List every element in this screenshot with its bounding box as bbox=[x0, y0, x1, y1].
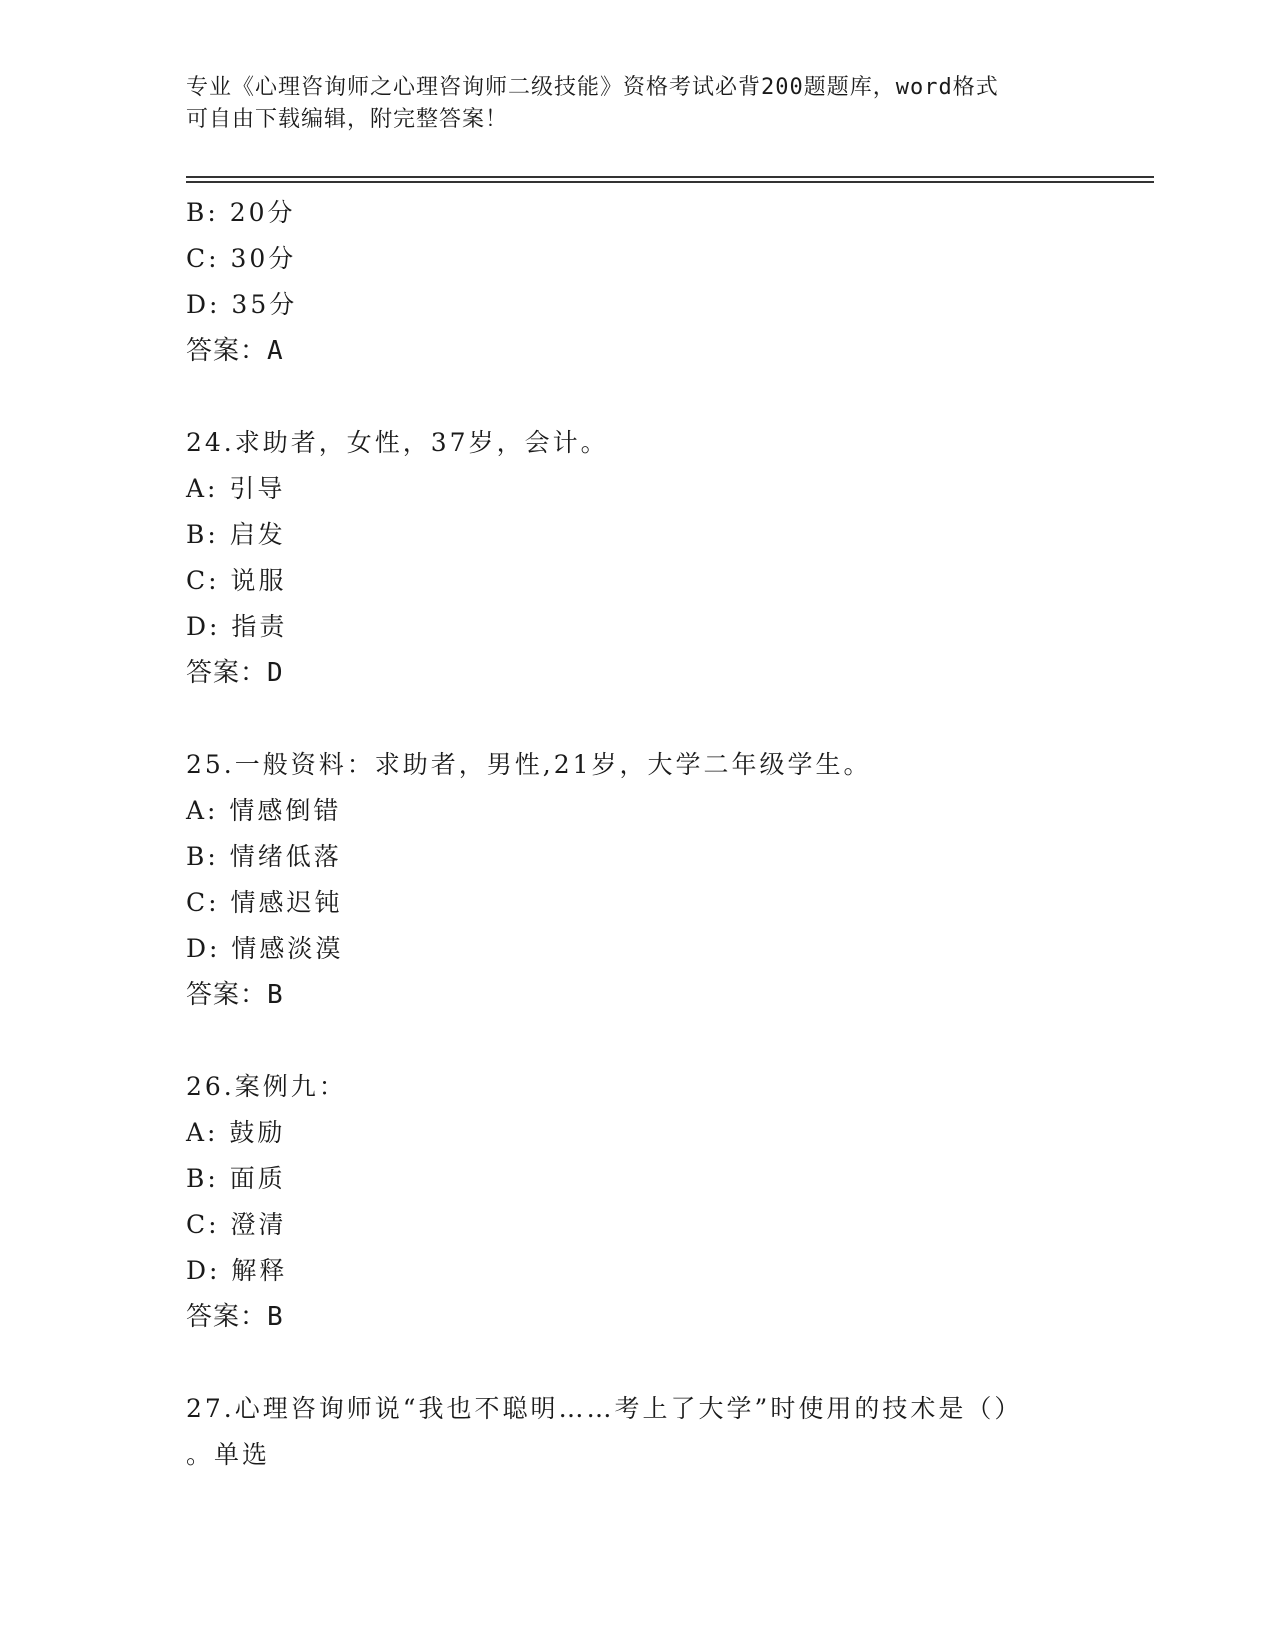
option-b: B: 情绪低落 bbox=[186, 842, 342, 871]
question-text: 26.案例九： bbox=[186, 1072, 347, 1101]
header-divider-top bbox=[186, 176, 1154, 178]
option-b: B: 启发 bbox=[186, 520, 286, 549]
option-d: D: 情感淡漠 bbox=[186, 934, 344, 963]
answer-line: 答案：B bbox=[186, 1302, 284, 1332]
question-25-block bbox=[186, 742, 1086, 1018]
option-c: C: 情感迟钝 bbox=[186, 888, 343, 917]
answer-line: 答案：D bbox=[186, 658, 284, 688]
option-a: A: 引导 bbox=[186, 474, 286, 503]
option-d: D: 指责 bbox=[186, 612, 288, 641]
question-26-block bbox=[186, 1064, 1086, 1340]
question-24-block bbox=[186, 420, 1086, 696]
question-text-line-1: 27.心理咨询师说“我也不聪明……考上了大学”时使用的技术是（） bbox=[186, 1394, 1023, 1423]
option-c: C: 说服 bbox=[186, 566, 287, 595]
spacer bbox=[186, 374, 1086, 420]
spacer bbox=[186, 1340, 1086, 1386]
question-text: 25.一般资料：求助者，男性,21岁，大学二年级学生。 bbox=[186, 750, 872, 779]
option-b: B: 面质 bbox=[186, 1164, 286, 1193]
option-a: A: 情感倒错 bbox=[186, 796, 342, 825]
option-b: B: 20分 bbox=[186, 198, 296, 227]
question-text-line-2: 。单选 bbox=[186, 1440, 271, 1469]
question-list bbox=[186, 190, 1086, 1478]
document-header bbox=[186, 72, 1066, 136]
spacer bbox=[186, 1018, 1086, 1064]
answer-line: 答案：B bbox=[186, 980, 284, 1010]
option-d: D: 35分 bbox=[186, 290, 298, 319]
question-23-block bbox=[186, 190, 1086, 374]
option-d: D: 解释 bbox=[186, 1256, 288, 1285]
question-text: 24.求助者，女性，37岁，会计。 bbox=[186, 428, 609, 457]
spacer bbox=[186, 696, 1086, 742]
option-c: C: 澄清 bbox=[186, 1210, 287, 1239]
question-27-block bbox=[186, 1386, 1086, 1478]
header-divider-bottom bbox=[186, 181, 1154, 183]
answer-line: 答案：A bbox=[186, 336, 284, 366]
header-line-2: 可自由下载编辑，附完整答案！ bbox=[186, 107, 509, 132]
option-a: A: 鼓励 bbox=[186, 1118, 286, 1147]
header-line-1: 专业《心理咨询师之心理咨询师二级技能》资格考试必背200题题库，word格式 bbox=[186, 75, 999, 100]
option-c: C: 30分 bbox=[186, 244, 297, 273]
